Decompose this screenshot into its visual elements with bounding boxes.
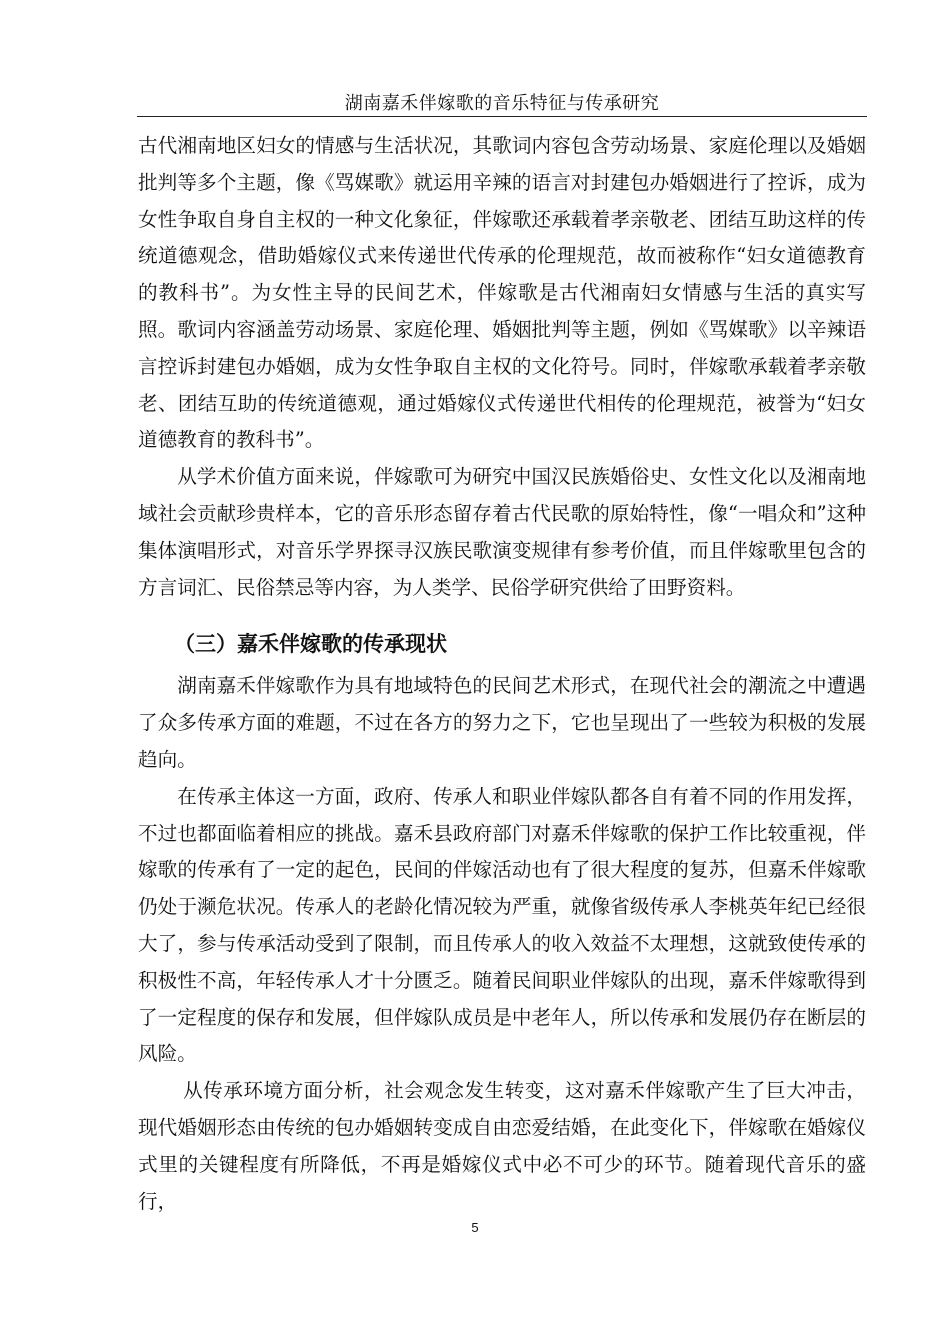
page-number: 5 [471, 1220, 479, 1235]
body-text [138, 128, 866, 1220]
header-divider [137, 116, 867, 117]
paragraph: 古代湘南地区妇女的情感与生活状况，其歌词内容包含劳动场景、家庭伦理以及婚姻批判等多个主题，像《骂媒歌》就运用辛辣的语言对封建包办婚姻进行了控诉，成为女性争取自身自主权的一种文化象征，伴嫁歌还承载着孝亲敬老、团结互助这样的传统道德观念，借助婚嫁仪式来传递世代传承的伦理规范，故而被称作“妇女道德教育的教科书”。为女性主导的民间艺术，伴嫁歌是古代湘南妇女情感与生活的真实写照。歌词内容涵盖劳动场景、家庭伦理、婚姻批判等主题，例如《骂媒歌》以辛辣语言控诉封建包办婚姻，成为女性争取自主权的文化符号。同时，伴嫁歌承载着孝亲敬老、团结互助的传统道德观，通过婚嫁仪式传递世代相传的伦理规范，被誉为“妇女道德教育的教科书”。 [138, 134, 866, 452]
paragraph: 湖南嘉禾伴嫁歌作为具有地域特色的民间艺术形式，在现代社会的潮流之中遭遇了众多传承方面的难题，不过在各方的努力之下，它也呈现出了一些较为积极的发展趋向。 [138, 674, 866, 771]
section-heading: （三）嘉禾伴嫁歌的传承现状 [174, 632, 447, 657]
paragraph: 从传承环境方面分析，社会观念发生转变，这对嘉禾伴嫁歌产生了巨大冲击，现代婚姻形态由传统的包办婚姻转变成自由恋爱结婚，在此变化下，伴嫁歌在婚嫁仪式里的关键程度有所降低，不再是婚嫁仪式中必不可少的环节。随着现代音乐的盛行， [138, 1079, 866, 1213]
paragraph: 从学术价值方面来说，伴嫁歌可为研究中国汉民族婚俗史、女性文化以及湘南地域社会贡献珍贵样本，它的音乐形态留存着古代民歌的原始特性，像“一唱众和”这种集体演唱形式，对音乐学界探寻汉族民歌演变规律有参考价值，而且伴嫁歌里包含的方言词汇、民俗禁忌等内容，为人类学、民俗学研究供给了田野资料。 [138, 465, 866, 599]
paragraph: 在传承主体这一方面，政府、传承人和职业伴嫁队都各自有着不同的作用发挥，不过也都面临着相应的挑战。嘉禾县政府部门对嘉禾伴嫁歌的保护工作比较重视，伴嫁歌的传承有了一定的起色，民间的伴嫁活动也有了很大程度的复苏，但嘉禾伴嫁歌仍处于濒危状况。传承人的老龄化情况较为严重，就像省级传承人李桃英年纪已经很大了，参与传承活动受到了限制，而且传承人的收入效益不太理想，这就致使传承的积极性不高，年轻传承人才十分匮乏。随着民间职业伴嫁队的出现，嘉禾伴嫁歌得到了一定程度的保存和发展，但伴嫁队成员是中老年人，所以传承和发展仍存在断层的风险。 [138, 784, 866, 1066]
running-header: 湖南嘉禾伴嫁歌的音乐特征与传承研究 [344, 93, 660, 114]
